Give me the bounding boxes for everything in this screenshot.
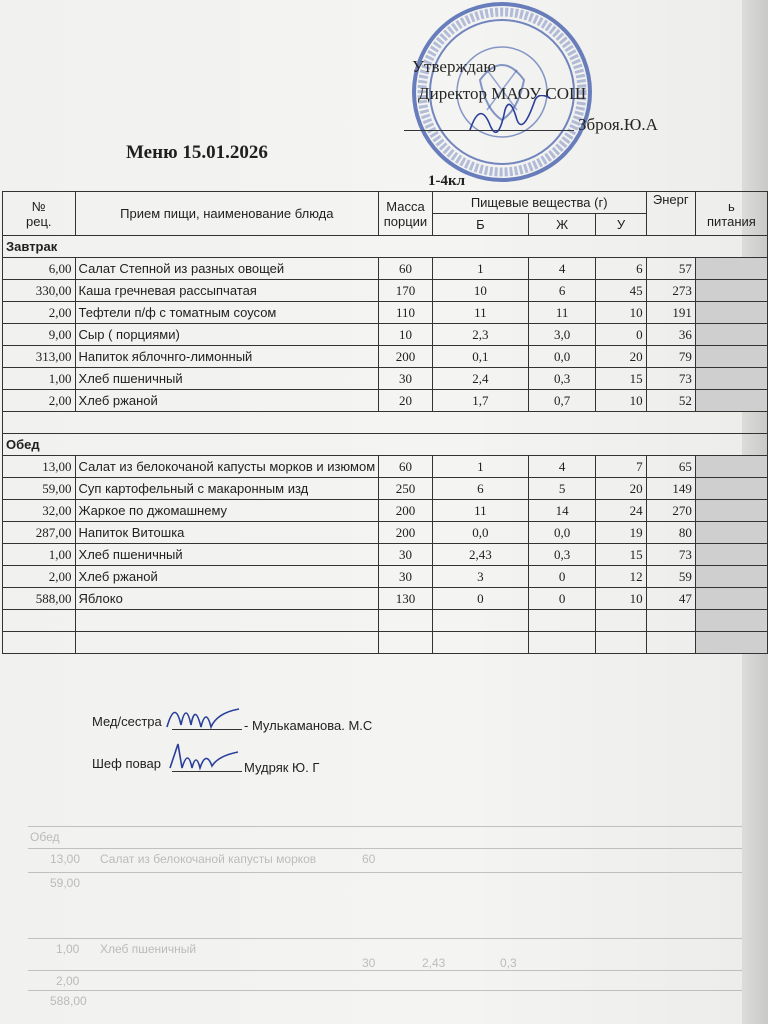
fat-value: 5 — [528, 478, 595, 500]
carbs-value: 15 — [596, 368, 646, 390]
header-mass-line2: порции — [383, 213, 428, 229]
carbs-value: 7 — [596, 456, 646, 478]
ghost-row2-rec: 59,00 — [50, 876, 81, 890]
recipe-number: 59,00 — [3, 478, 76, 500]
dish-name: Напиток Витошка — [75, 522, 379, 544]
dish-name: Тефтели п/ф с томатным соусом — [75, 302, 379, 324]
portion-mass: 30 — [379, 368, 433, 390]
protein-value: 2,4 — [432, 368, 528, 390]
spacer-row — [3, 412, 696, 434]
director-signature — [465, 95, 555, 140]
energy-value: 73 — [646, 544, 695, 566]
protein-value: 1 — [432, 258, 528, 280]
recipe-number: 1,00 — [3, 368, 76, 390]
breakfast-row — [3, 346, 768, 368]
dish-name: Напиток яблочнго-лимонный — [75, 346, 379, 368]
portion-mass: 30 — [379, 566, 433, 588]
section-breakfast: Завтрак — [3, 236, 768, 258]
protein-value: 3 — [432, 566, 528, 588]
ghost-row1-mass: 60 — [362, 852, 376, 866]
fat-value: 14 — [528, 500, 595, 522]
nutrition-cell — [695, 302, 767, 324]
fat-value: 0,0 — [528, 346, 595, 368]
recipe-number: 330,00 — [3, 280, 76, 302]
protein-value: 1,7 — [432, 390, 528, 412]
nurse-role: Мед/сестра — [92, 714, 162, 729]
ghost-row5-rec: 588,00 — [50, 994, 87, 1008]
portion-mass: 250 — [379, 478, 433, 500]
recipe-number: 287,00 — [3, 522, 76, 544]
carbs-value: 19 — [596, 522, 646, 544]
protein-value: 0,1 — [432, 346, 528, 368]
carbs-value: 24 — [596, 500, 646, 522]
carbs-value: 10 — [596, 390, 646, 412]
breakfast-row — [3, 258, 768, 280]
breakfast-rows — [3, 258, 768, 412]
breakfast-row — [3, 280, 768, 302]
header-nutrients: Пищевые вещества (г) — [432, 192, 646, 214]
ghost-row1-dish: Салат из белокочаной капусты морков — [100, 852, 317, 866]
protein-value: 2,3 — [432, 324, 528, 346]
portion-mass: 10 — [379, 324, 433, 346]
energy-value: 57 — [646, 258, 695, 280]
carbs-value: 12 — [596, 566, 646, 588]
header-mass — [379, 192, 433, 236]
protein-value: 2,43 — [432, 544, 528, 566]
ghost-row3-rec: 1,00 — [56, 942, 80, 956]
fat-value: 0,0 — [528, 522, 595, 544]
class-label: 1-4кл — [428, 173, 466, 189]
energy-value: 270 — [646, 500, 695, 522]
lunch-row — [3, 456, 768, 478]
portion-mass: 60 — [379, 258, 433, 280]
underlying-page-ghost — [28, 826, 742, 1024]
fat-value: 3,0 — [528, 324, 595, 346]
recipe-number: 32,00 — [3, 500, 76, 522]
energy-value: 79 — [646, 346, 695, 368]
recipe-number: 2,00 — [3, 390, 76, 412]
protein-value: 11 — [432, 302, 528, 324]
nutrition-cell — [695, 478, 767, 500]
recipe-number: 2,00 — [3, 302, 76, 324]
carbs-value: 0 — [596, 324, 646, 346]
portion-mass: 60 — [379, 456, 433, 478]
header-mass-line1: Масса — [386, 198, 425, 214]
header-rec-label: рец. — [26, 213, 52, 229]
recipe-number: 1,00 — [3, 544, 76, 566]
approval-line-1: Утверждаю — [412, 57, 497, 76]
fat-value: 0,3 — [528, 368, 595, 390]
approval-line-2: Директор МАОУ СОШ — [418, 84, 587, 103]
portion-mass: 200 — [379, 500, 433, 522]
energy-value: 149 — [646, 478, 695, 500]
dish-name: Суп картофельный с макаронным изд — [75, 478, 379, 500]
energy-value: 191 — [646, 302, 695, 324]
carbs-value: 6 — [596, 258, 646, 280]
ghost-row4-rec: 2,00 — [56, 974, 80, 988]
breakfast-row — [3, 390, 768, 412]
recipe-number: 9,00 — [3, 324, 76, 346]
header-fat: Ж — [528, 214, 595, 236]
dish-name: Яблоко — [75, 588, 379, 610]
ghost-row3-mass: 30 — [362, 956, 376, 970]
nutrition-cell — [695, 500, 767, 522]
fat-value: 0,3 — [528, 544, 595, 566]
portion-mass: 30 — [379, 544, 433, 566]
lunch-row — [3, 588, 768, 610]
energy-value: 47 — [646, 588, 695, 610]
nutrition-cell — [695, 324, 767, 346]
header-dish: Прием пищи, наименование блюда — [75, 192, 379, 236]
menu-table — [2, 191, 768, 654]
header-recipe-number — [3, 192, 76, 236]
header-nutrition — [695, 192, 767, 236]
fat-value: 11 — [528, 302, 595, 324]
breakfast-row — [3, 368, 768, 390]
dish-name: Хлеб пшеничный — [75, 368, 379, 390]
energy-value: 80 — [646, 522, 695, 544]
portion-mass: 130 — [379, 588, 433, 610]
recipe-number: 2,00 — [3, 566, 76, 588]
approval-line-3: Зброя.Ю.А — [578, 115, 658, 134]
nutrition-cell — [695, 456, 767, 478]
fat-value: 4 — [528, 456, 595, 478]
nutrition-cell — [695, 588, 767, 610]
fat-value: 4 — [528, 258, 595, 280]
dish-name: Салат Степной из разных овощей — [75, 258, 379, 280]
section-lunch: Обед — [3, 434, 768, 456]
ghost-row3-zh: 0,3 — [500, 956, 517, 970]
lunch-rows — [3, 456, 768, 610]
lunch-row — [3, 478, 768, 500]
energy-value: 59 — [646, 566, 695, 588]
energy-value: 65 — [646, 456, 695, 478]
header-nutrition-line1: ь — [728, 198, 735, 214]
recipe-number: 6,00 — [3, 258, 76, 280]
protein-value: 1 — [432, 456, 528, 478]
nurse-name: - Мулькаманова. М.С — [244, 718, 373, 733]
nutrition-cell — [695, 522, 767, 544]
dish-name: Хлеб пшеничный — [75, 544, 379, 566]
protein-value: 10 — [432, 280, 528, 302]
chef-name: Мудряк Ю. Г — [244, 760, 320, 775]
energy-value: 36 — [646, 324, 695, 346]
chef-signature-line — [172, 771, 242, 772]
carbs-value: 20 — [596, 478, 646, 500]
energy-value: 52 — [646, 390, 695, 412]
nutrition-cell — [695, 544, 767, 566]
fat-value: 0,7 — [528, 390, 595, 412]
ghost-row3-dish: Хлеб пшеничный — [100, 942, 197, 956]
dish-name: Хлеб ржаной — [75, 566, 379, 588]
header-energy: Энерг — [646, 192, 695, 236]
portion-mass: 200 — [379, 346, 433, 368]
fat-value: 0 — [528, 566, 595, 588]
nutrition-cell — [695, 368, 767, 390]
dish-name: Хлеб ржаной — [75, 390, 379, 412]
energy-value: 273 — [646, 280, 695, 302]
dish-name: Салат из белокочаной капусты морков и изюмом — [75, 456, 379, 478]
header-nutrition-line2: питания — [707, 213, 756, 229]
dish-name: Каша гречневая рассыпчатая — [75, 280, 379, 302]
page-title: Меню 15.01.2026 — [126, 142, 268, 163]
carbs-value: 10 — [596, 302, 646, 324]
nutrition-cell — [695, 390, 767, 412]
dish-name: Жаркое по джомашнему — [75, 500, 379, 522]
nutrition-cell — [695, 346, 767, 368]
recipe-number: 13,00 — [3, 456, 76, 478]
carbs-value: 45 — [596, 280, 646, 302]
breakfast-row — [3, 324, 768, 346]
recipe-number: 313,00 — [3, 346, 76, 368]
ghost-row3-b: 2,43 — [422, 956, 446, 970]
header-carbs: У — [596, 214, 646, 236]
carbs-value: 15 — [596, 544, 646, 566]
protein-value: 11 — [432, 500, 528, 522]
protein-value: 0 — [432, 588, 528, 610]
portion-mass: 110 — [379, 302, 433, 324]
energy-value: 73 — [646, 368, 695, 390]
portion-mass: 170 — [379, 280, 433, 302]
fat-value: 0 — [528, 588, 595, 610]
empty-row-1 — [3, 610, 768, 632]
protein-value: 6 — [432, 478, 528, 500]
header-protein: Б — [432, 214, 528, 236]
nutrition-cell — [695, 566, 767, 588]
spacer-cell — [695, 412, 767, 434]
nurse-signature-line — [172, 729, 242, 730]
lunch-row — [3, 500, 768, 522]
breakfast-row — [3, 302, 768, 324]
nutrition-cell — [695, 258, 767, 280]
nutrition-cell — [695, 280, 767, 302]
lunch-row — [3, 566, 768, 588]
portion-mass: 200 — [379, 522, 433, 544]
portion-mass: 20 — [379, 390, 433, 412]
chef-role: Шеф повар — [92, 756, 161, 771]
ghost-row1-rec: 13,00 — [50, 852, 81, 866]
lunch-row — [3, 522, 768, 544]
header-num-symbol: № — [31, 198, 46, 214]
empty-row-2 — [3, 632, 768, 654]
ghost-section: Обед — [30, 830, 60, 844]
dish-name: Сыр ( порциями) — [75, 324, 379, 346]
fat-value: 6 — [528, 280, 595, 302]
carbs-value: 10 — [596, 588, 646, 610]
protein-value: 0,0 — [432, 522, 528, 544]
carbs-value: 20 — [596, 346, 646, 368]
recipe-number: 588,00 — [3, 588, 76, 610]
lunch-row — [3, 544, 768, 566]
